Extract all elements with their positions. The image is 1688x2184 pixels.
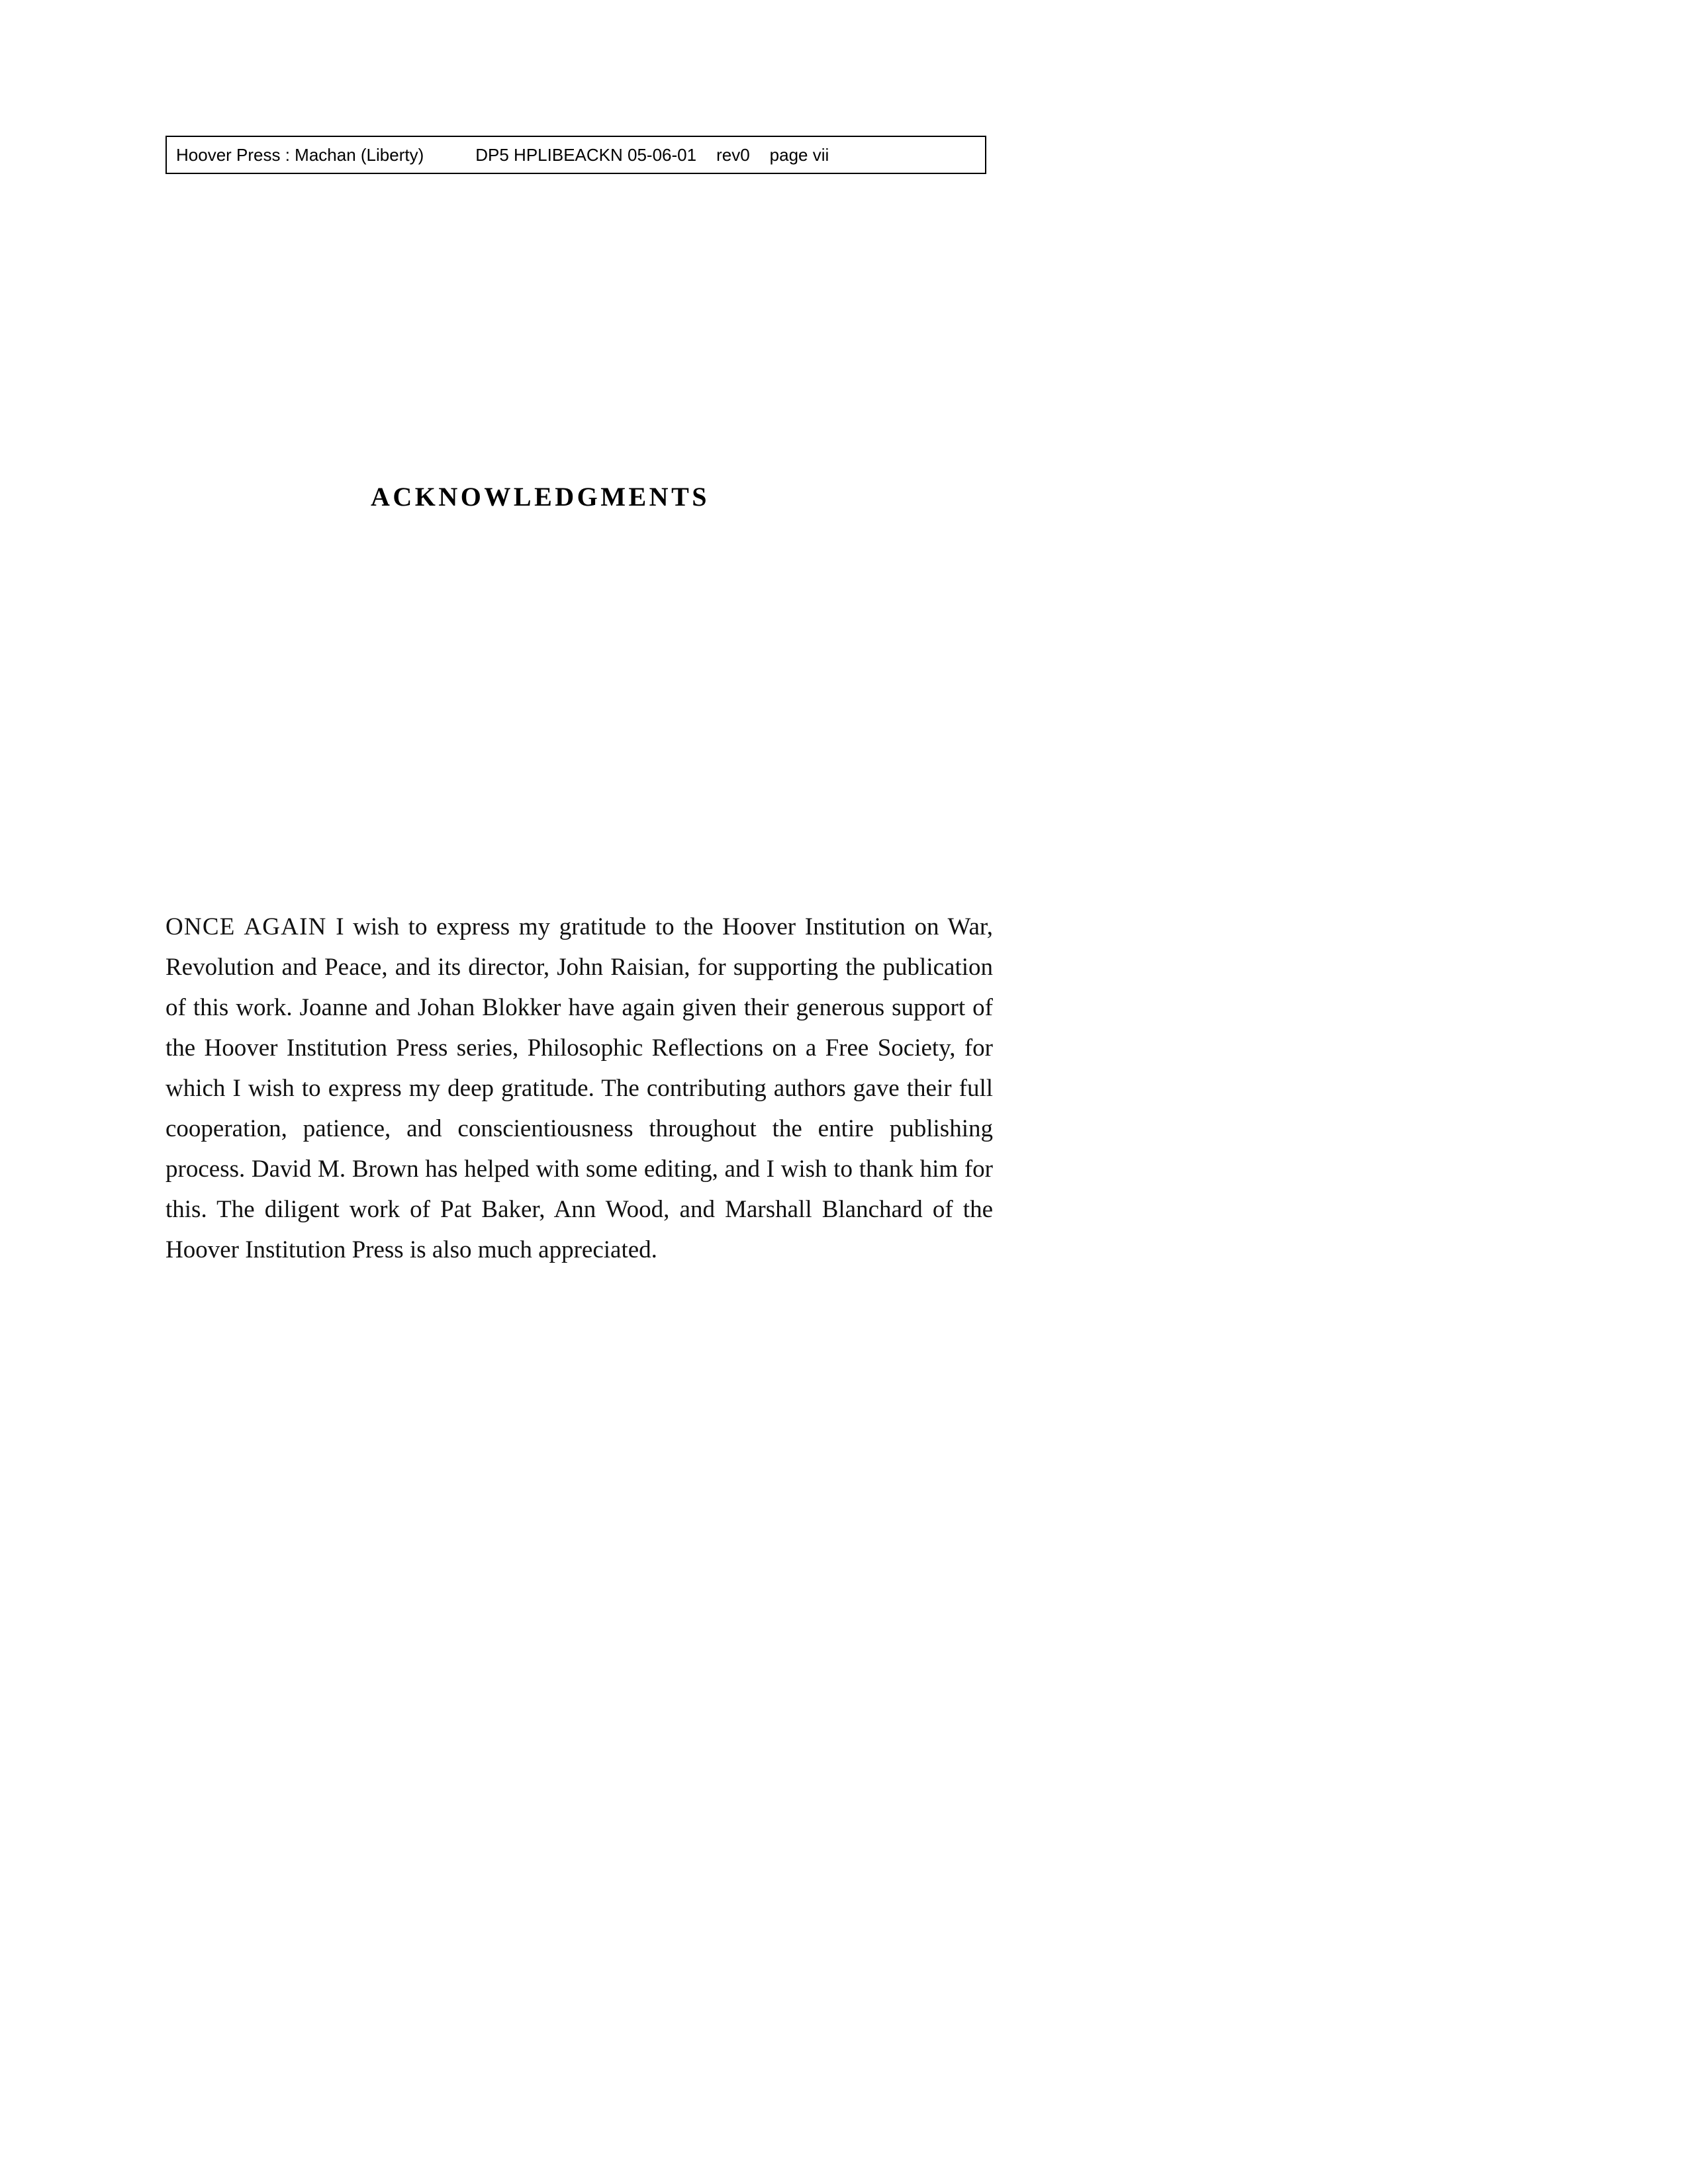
header-press-label: Hoover Press : Machan (Liberty) [176,144,424,165]
header-revision-label: rev0 [716,144,750,165]
running-header-box [165,136,986,174]
paragraph-lead-smallcaps: ONCE AGAIN [165,913,327,940]
paragraph-body-text: I wish to express my gratitude to the Hoover Institution on War, Revolution and Peace, and its director, John Raisian, for supporting the publication of this work. Joanne and Johan Blokker have again given their generous support of the Hoover Institution Press series, Philosophic Reflections on a Free Society, for which I wish to express my deep gratitude. The contributing authors gave their full cooperation, patience, and conscientiousness throughout the entire publishing process. David M. Brown has helped with some editing, and I wish to thank him for this. The diligent work of Pat Baker, Ann Wood, and Marshall Blanchard of the Hoover Institution Press is also much appreciated. [165,913,993,1263]
header-job-label: DP5 HPLIBEACKN 05-06-01 [475,144,697,165]
body-content [165,907,993,1270]
page-title: ACKNOWLEDGMENTS [371,481,710,512]
header-page-number: page vii [769,144,829,165]
acknowledgments-paragraph [165,907,993,1270]
